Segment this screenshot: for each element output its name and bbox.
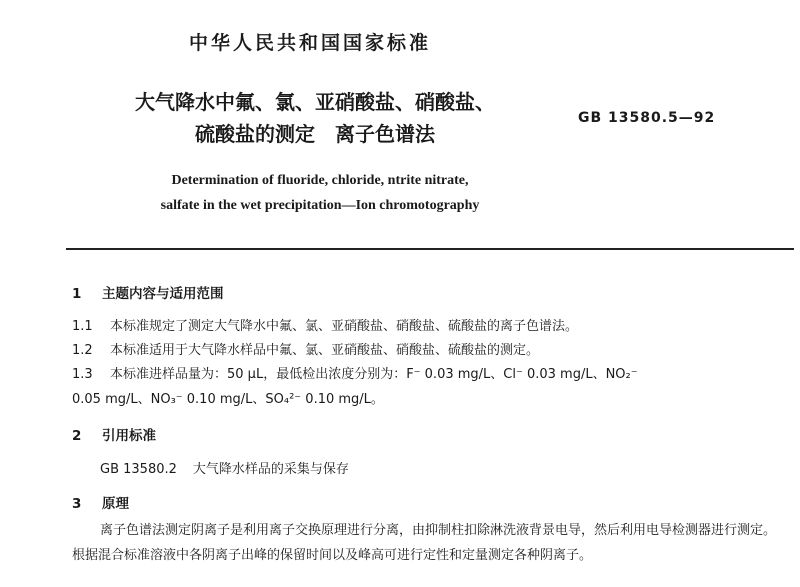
clause-number: 1.2 xyxy=(72,343,93,358)
clause-text: 本标准适用于大气降水样品中氟、氯、亚硝酸盐、硝酸盐、硫酸盐的测定。 xyxy=(110,343,540,358)
clause-text: 本标准进样品量为：50 μL，最低检出浓度分别为：F⁻ 0.03 mg/L、Cl⁻ 0.03 mg/L、NO₂⁻ xyxy=(110,367,638,382)
clause-text: 本标准规定了测定大气降水中氟、氯、亚硝酸盐、硝酸盐、硫酸盐的离子色谱法。 xyxy=(110,319,579,334)
section-number: 3 xyxy=(72,496,82,512)
clause-1-3 xyxy=(72,362,792,412)
title-cn-line-1: 大气降水中氟、氯、亚硝酸盐、硝酸盐、 xyxy=(135,90,495,114)
standard-code: GB 13580.5—92 xyxy=(578,110,716,126)
section-number: 2 xyxy=(72,428,82,444)
reference-name: 大气降水样品的采集与保存 xyxy=(192,462,349,477)
section-title: 原理 xyxy=(102,496,129,512)
clause-number: 1.3 xyxy=(72,367,93,382)
document-title-en xyxy=(110,168,530,218)
document-title-cn xyxy=(95,86,535,150)
reference-code: GB 13580.2 xyxy=(100,462,177,477)
section-heading-2 xyxy=(72,424,156,444)
clause-text-continued: 0.05 mg/L、NO₃⁻ 0.10 mg/L、SO₄²⁻ 0.10 mg/L。 xyxy=(72,392,384,407)
title-en-line-1: Determination of fluoride, chloride, ntrite nitrate, xyxy=(171,173,469,188)
reference-standard xyxy=(100,458,349,477)
section-title: 主题内容与适用范围 xyxy=(102,286,224,302)
section-number: 1 xyxy=(72,286,82,302)
clause-1-1 xyxy=(72,314,792,339)
clause-number: 1.1 xyxy=(72,319,93,334)
header-divider xyxy=(66,248,794,250)
title-cn-line-2: 硫酸盐的测定 离子色谱法 xyxy=(195,122,435,146)
section-title: 引用标准 xyxy=(102,428,156,444)
section-heading-1 xyxy=(72,282,224,302)
principle-paragraph: 离子色谱法测定阴离子是利用离子交换原理进行分离，由抑制柱扣除淋洗液背景电导，然后利用电导检测器进行测定。根据混合标准溶液中各阴离子出峰的保留时间以及峰高可进行定性和定量测定各种阴离子。 xyxy=(72,523,777,563)
clause-1-2 xyxy=(72,338,792,363)
national-standard-header: 中华人民共和国国家标准 xyxy=(188,32,431,54)
section-heading-3 xyxy=(72,492,129,512)
title-en-line-2: salfate in the wet precipitation—Ion chromotography xyxy=(160,198,480,213)
